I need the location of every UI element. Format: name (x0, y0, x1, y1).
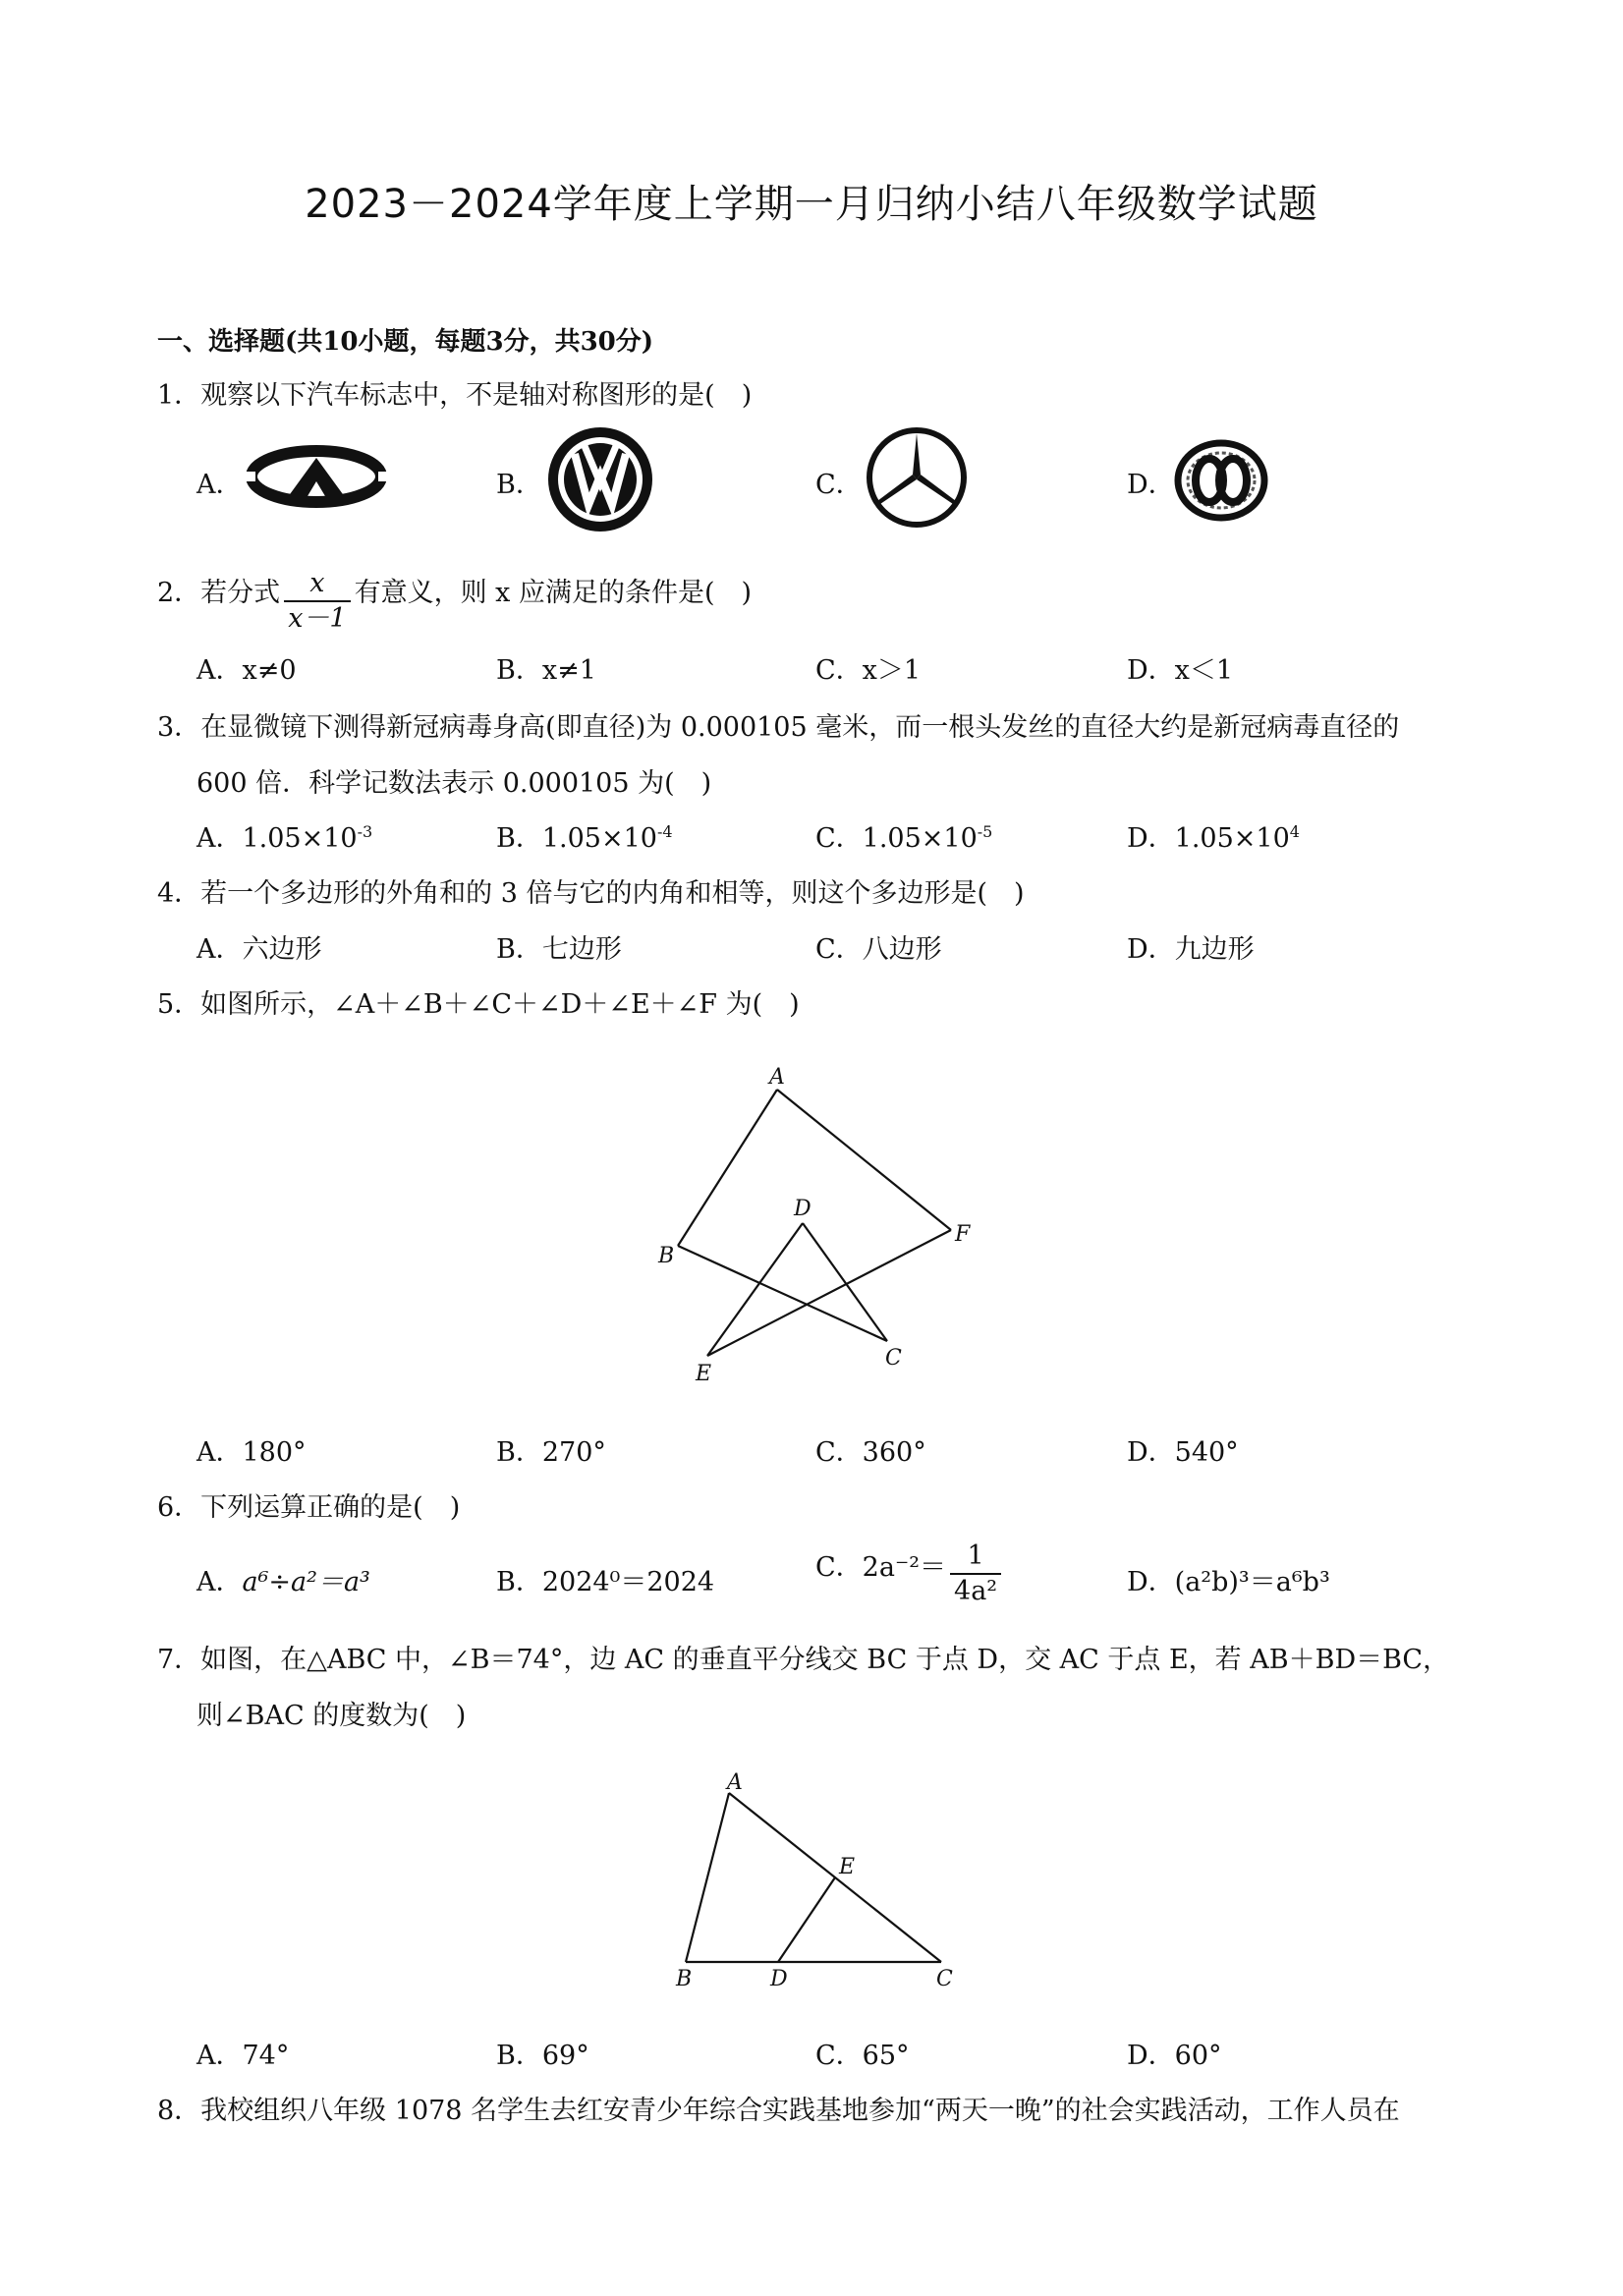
page-title: 2023－2024学年度上学期一月归纳小结八年级数学试题 (305, 182, 1318, 227)
q2-fraction (284, 567, 350, 636)
question-4-stem: 4．若一个多边形的外角和的 3 倍与它的内角和相等，则这个多边形是( ) (157, 878, 1025, 909)
q2-fraction-numerator: x (284, 567, 350, 602)
q7-label-a: A (727, 1770, 743, 1795)
q7-label-d: D (770, 1967, 788, 1991)
q6-option-c: C．2a⁻²＝ $\frac{1}{\text{4a²}}$ (815, 1540, 1005, 1608)
q7-label-b: B (676, 1967, 693, 1991)
dongfeng-logo-icon (1174, 439, 1268, 522)
q6-option-a: A．a⁶÷a²＝a³ (196, 1567, 370, 1597)
q1-option-c-label: C． (815, 470, 863, 500)
q7-label-e: E (839, 1855, 856, 1879)
q2-suffix: 有意义，则 x 应满足的条件是( ) (354, 578, 753, 608)
q7-option-c: C．65° (815, 2041, 910, 2071)
question-8-line-1: 8．我校组织八年级 1078 名学生去红安青少年综合实践基地参加“两天一晚”的社会实践活动，工作人员在 (157, 2096, 1400, 2126)
q7-figure (663, 1768, 978, 1994)
infiniti-logo-icon (246, 442, 388, 511)
q1-option-b-label: B． (496, 470, 542, 500)
q6-option-b: B．2024⁰＝2024 (496, 1567, 715, 1597)
q7-option-b: B．69° (496, 2041, 589, 2071)
q6c-denominator: 4a² (954, 1576, 998, 1606)
volkswagen-logo-icon (545, 424, 655, 534)
question-6-stem: 6．下列运算正确的是( ) (157, 1492, 461, 1523)
mercedes-logo-icon (865, 425, 969, 530)
q7-option-d: D．60° (1127, 2041, 1222, 2071)
question-2-stem (157, 567, 752, 636)
q3-option-a: A．$1.05\times 10^{-3}$ (196, 822, 373, 854)
q7-label-c: C (936, 1967, 953, 1991)
q4-option-c: C．八边形 (815, 934, 942, 965)
q4-option-b: B．七边形 (496, 934, 622, 965)
q5-label-f: F (955, 1222, 971, 1247)
q5-figure (639, 1056, 992, 1390)
q2-option-b: B．x≠1 (496, 655, 596, 686)
q6c-numerator: 1 (950, 1540, 1001, 1575)
question-1-stem: 1．观察以下汽车标志中，不是轴对称图形的是( ) (157, 380, 753, 411)
q2-option-a: A．x≠0 (196, 655, 297, 686)
question-5-stem: 5．如图所示，∠A＋∠B＋∠C＋∠D＋∠E＋∠F 为( ) (157, 989, 800, 1020)
q5-label-c: C (885, 1346, 902, 1371)
q3-option-b: B．$1.05\times 10^{-4}$ (496, 822, 673, 854)
q7-option-a: A．74° (196, 2041, 290, 2071)
q1-option-d-label: D． (1127, 470, 1175, 500)
q3-option-c: C．$1.05\times 10^{-5}$ (815, 822, 993, 854)
q5-label-d: D (794, 1197, 812, 1221)
q5-label-a: A (769, 1065, 785, 1090)
question-3-line-1: 3．在显微镜下测得新冠病毒身高(即直径)为 0.000105 毫米，而一根头发丝的直径大约是新冠病毒直径的 (157, 712, 1400, 743)
q6-option-d: D．(a²b)³＝a⁶b³ (1127, 1567, 1330, 1597)
q5-option-b: B．270° (496, 1437, 606, 1468)
question-7-line-2: 则∠BAC 的度数为( ) (196, 1701, 467, 1731)
q2-fraction-denominator: x－1 (288, 603, 347, 634)
q1-option-a-label: A． (196, 470, 243, 500)
q2-prefix: 2．若分式 (157, 578, 281, 608)
q5-label-e: E (696, 1362, 712, 1386)
q3-option-d: D．$1.05\times 10^4$ (1127, 822, 1300, 854)
q5-option-c: C．360° (815, 1437, 926, 1468)
q5-option-d: D．540° (1127, 1437, 1239, 1468)
q5-label-b: B (658, 1244, 675, 1268)
q5-option-a: A．180° (196, 1437, 307, 1468)
question-7-line-1: 7．如图，在△ABC 中，∠B＝74°，边 AC 的垂直平分线交 BC 于点 D，交 AC 于点 E，若 AB＋BD＝BC， (157, 1645, 1450, 1675)
section-heading: 一、选择题(共10小题，每题3分，共30分) (157, 327, 654, 357)
q2-option-c: C．x＞1 (815, 655, 922, 686)
q4-option-a: A．六边形 (196, 934, 322, 965)
q2-option-d: D．x＜1 (1127, 655, 1234, 686)
q4-option-d: D．九边形 (1127, 934, 1255, 965)
question-3-line-2: 600 倍．科学记数法表示 0.000105 为( ) (196, 768, 712, 799)
